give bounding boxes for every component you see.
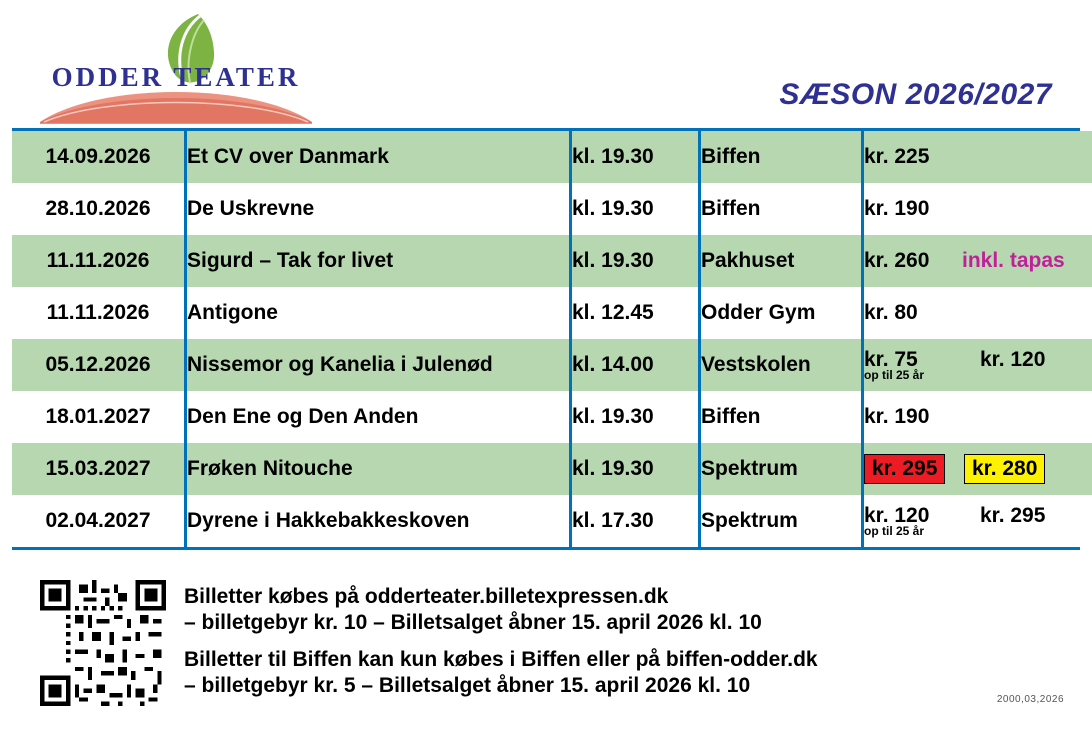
cell-title: Den Ene og Den Anden: [186, 391, 571, 443]
cell-time: kl. 14.00: [571, 339, 700, 391]
cell-date: 14.09.2026: [12, 131, 186, 183]
cell-price: [863, 495, 1092, 547]
schedule-section: [12, 128, 1080, 550]
footer-line-2: – billetgebyr kr. 10 – Billetsalget åbner 15. april 2026 kl. 10: [184, 610, 762, 634]
price-primary: kr. 80: [864, 301, 918, 324]
logo-text: ODDER TEATER: [51, 62, 301, 92]
price-primary: kr. 225: [864, 145, 930, 168]
cell-date: 15.03.2027: [12, 443, 186, 495]
table-row: [12, 235, 1092, 287]
cell-time: kl. 19.30: [571, 391, 700, 443]
price-secondary: [956, 454, 1045, 484]
footer-line-3: Billetter til Biffen kan kun købes i Biffen eller på biffen-odder.dk: [184, 648, 818, 672]
season-title: SÆSON 2026/2027: [779, 78, 1052, 111]
cell-title: De Uskrevne: [186, 183, 571, 235]
cell-price: [863, 443, 1092, 495]
table-row: [12, 287, 1092, 339]
table-row: [12, 131, 1092, 183]
price-age-note: op til 25 år: [864, 368, 925, 382]
cell-venue: Spektrum: [700, 495, 863, 547]
cell-time: kl. 12.45: [571, 287, 700, 339]
schedule-table: [12, 131, 1092, 547]
cell-venue: Biffen: [700, 391, 863, 443]
cell-title: Frøken Nitouche: [186, 443, 571, 495]
cell-venue: Vestskolen: [700, 339, 863, 391]
cell-venue: Biffen: [700, 131, 863, 183]
price-secondary: kr. 295: [980, 504, 1046, 527]
cell-date: 11.11.2026: [12, 287, 186, 339]
cell-price: [863, 287, 1092, 339]
cell-venue: Odder Gym: [700, 287, 863, 339]
cell-price: [863, 339, 1092, 391]
table-row: [12, 183, 1092, 235]
cell-venue: Biffen: [700, 183, 863, 235]
price-primary: kr. 190: [864, 405, 930, 428]
cell-venue: Spektrum: [700, 443, 863, 495]
footer-line-4: – billetgebyr kr. 5 – Billetsalget åbner 15. april 2026 kl. 10: [184, 673, 751, 697]
price-secondary-highlight: kr. 280: [964, 454, 1045, 484]
price-primary: [864, 454, 956, 484]
cell-time: kl. 19.30: [571, 235, 700, 287]
page-header: [0, 0, 1092, 128]
table-row: [12, 339, 1092, 391]
price-age-note: op til 25 år: [864, 524, 925, 538]
price-secondary: kr. 120: [980, 348, 1046, 371]
cell-time: kl. 19.30: [571, 183, 700, 235]
print-code: 2000,03,2026: [996, 694, 1064, 705]
logo: [36, 10, 316, 120]
price-primary: kr. 120: [864, 504, 930, 527]
price-primary: kr. 75: [864, 348, 918, 371]
cell-title: Et CV over Danmark: [186, 131, 571, 183]
cell-price: [863, 235, 1092, 287]
cell-date: 28.10.2026: [12, 183, 186, 235]
cell-title: Dyrene i Hakkebakkeskoven: [186, 495, 571, 547]
footer-line-1: Billetter købes på odderteater.billetexpressen.dk: [184, 585, 669, 608]
cell-price: [863, 391, 1092, 443]
table-row: [12, 391, 1092, 443]
footer-text: [184, 576, 1080, 698]
cell-title: Nissemor og Kanelia i Julenød: [186, 339, 571, 391]
cell-date: 11.11.2026: [12, 235, 186, 287]
cell-time: kl. 17.30: [571, 495, 700, 547]
cell-date: 02.04.2027: [12, 495, 186, 547]
table-bottom-rule: [12, 547, 1080, 550]
cell-time: kl. 19.30: [571, 131, 700, 183]
footer-section: [12, 566, 1080, 705]
cell-date: 05.12.2026: [12, 339, 186, 391]
qr-code-icon[interactable]: [40, 580, 166, 706]
table-row: [12, 495, 1092, 547]
price-primary-highlight: kr. 295: [864, 454, 945, 484]
cell-price: [863, 131, 1092, 183]
cell-title: Antigone: [186, 287, 571, 339]
table-row: [12, 443, 1092, 495]
price-primary: kr. 190: [864, 197, 930, 220]
cell-venue: Pakhuset: [700, 235, 863, 287]
cell-date: 18.01.2027: [12, 391, 186, 443]
price-primary: kr. 260: [864, 249, 930, 272]
cell-title: Sigurd – Tak for livet: [186, 235, 571, 287]
cell-price: [863, 183, 1092, 235]
price-extra-note: inkl. tapas: [962, 249, 1065, 272]
cell-time: kl. 19.30: [571, 443, 700, 495]
